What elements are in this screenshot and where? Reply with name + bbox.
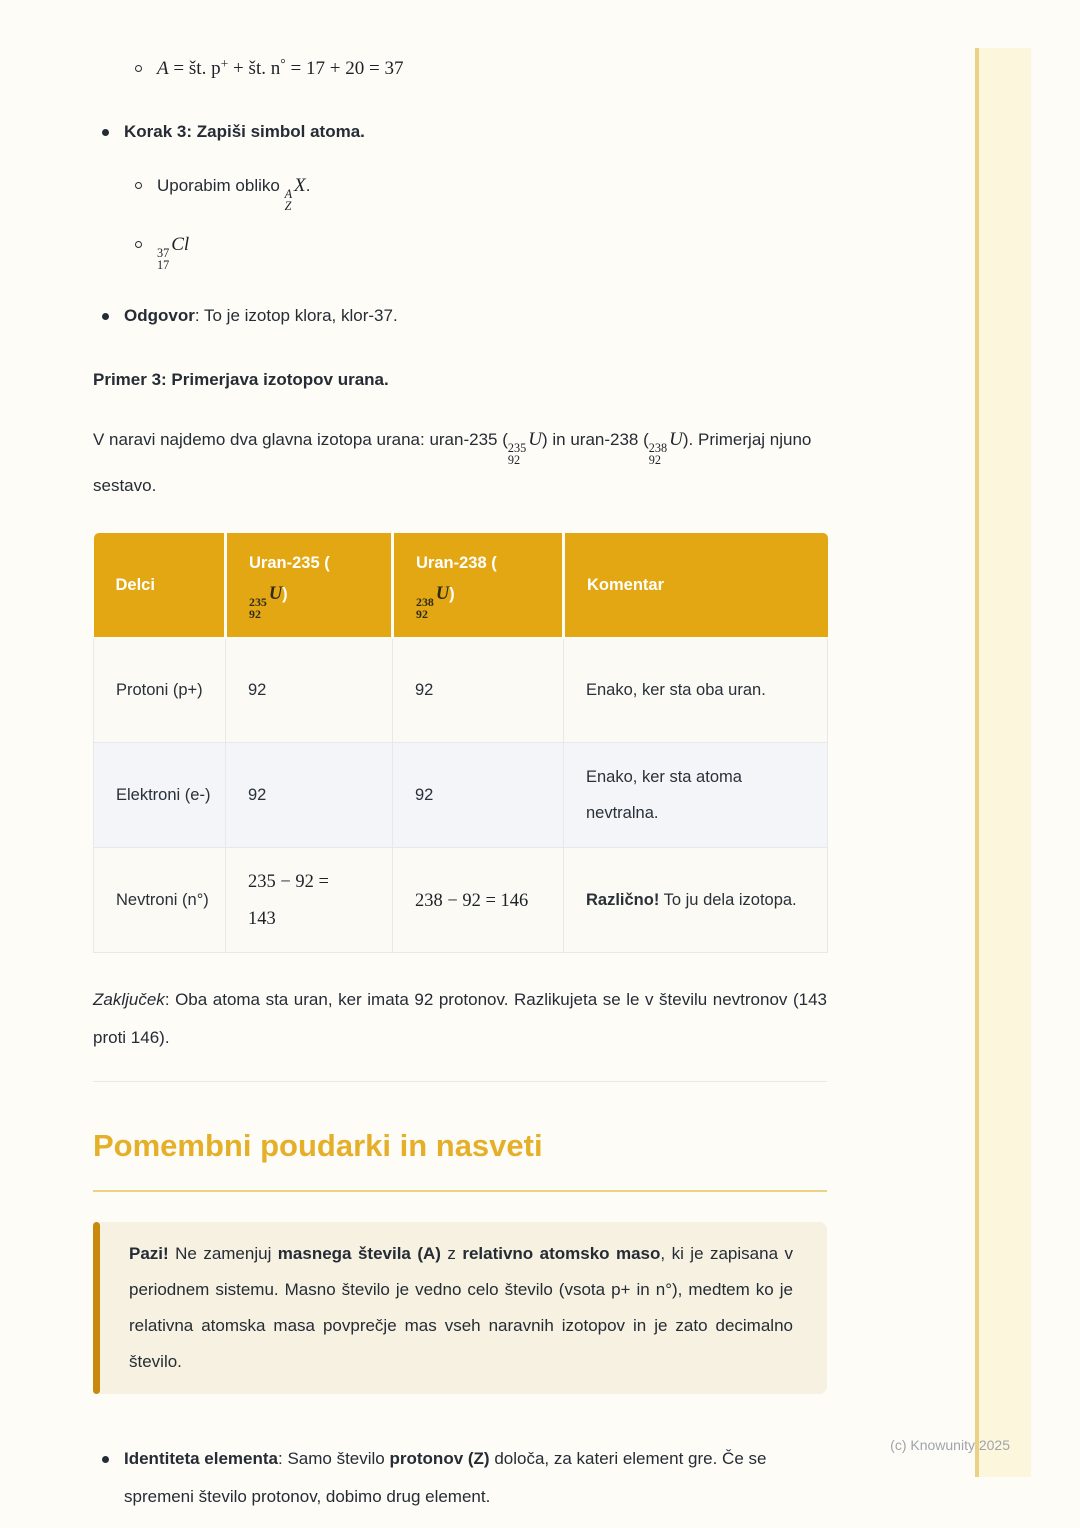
cell-particle: Nevtroni (n°) (94, 848, 226, 953)
list-item-uporabim (93, 167, 827, 212)
notation-form-text: Uporabim obliko A Z X. (157, 175, 311, 213)
list-item-formula-a (93, 50, 827, 89)
table-header-komentar: Komentar (564, 533, 828, 638)
cell-value: 92 (226, 743, 393, 848)
cell-particle: Elektroni (e-) (94, 743, 226, 848)
warning-callout (93, 1222, 827, 1394)
hollow-bullet-icon (135, 65, 142, 72)
table-header-uran238: Uran-238 ( 238 92 U) (393, 533, 564, 638)
bookmark-stripe (975, 48, 1031, 1477)
table-header-uran235: Uran-235 ( 235 92 U) (226, 533, 393, 638)
cell-comment: Različno! To ju dela izotopa. (564, 848, 828, 953)
isotope-comparison-table (93, 533, 828, 954)
table-row-nevtroni (94, 848, 828, 953)
table-row-protoni (94, 638, 828, 743)
heading-underline (93, 1190, 827, 1192)
example3-heading: Primer 3: Primerjava izotopov urana. (93, 370, 389, 390)
cell-value: 92 (226, 638, 393, 743)
cell-value: 235 − 92 = 143 (226, 848, 393, 953)
bullet-dot-icon (102, 313, 109, 320)
conclusion-paragraph: Zaključek: Oba atoma sta uran, ker imata 92 protonov. Razlikujeta se le v številu nevtronov (143 proti 146). (93, 990, 827, 1048)
answer-text: Odgovor: To je izotop klora, klor-37. (124, 306, 398, 326)
list-item-identiteta (93, 1440, 827, 1516)
cell-comment: Enako, ker sta oba uran. (564, 638, 828, 743)
bullet-dot-icon (102, 1456, 109, 1463)
table-header-delci: Delci (94, 533, 226, 638)
intro-paragraph: V naravi najdemo dva glavna izotopa urana: uran-235 ( 235 92 U) in uran-238 ( 238 92 U). Primerjaj njuno sestavo. (93, 429, 812, 495)
list-item-odgovor (93, 297, 827, 335)
formula-mass-number: A = št. p+ + št. n° = 17 + 20 = 37 (157, 55, 404, 79)
document-content (93, 0, 827, 1516)
table-header-row (94, 533, 828, 638)
cell-value: 92 (393, 638, 564, 743)
warning-text: Pazi! Ne zamenjuj masnega števila (A) z relativno atomsko maso, ki je zapisana v periodnem sistemu. Masno število je vedno celo število (vsota p+ in n°), medtem ko je relativna atomska masa povprečje mas vseh naravnih izotopov in je zato decimalno število. (129, 1244, 793, 1372)
cell-value: 92 (393, 743, 564, 848)
cell-comment: Enako, ker sta atoma nevtralna. (564, 743, 828, 848)
element-identity-text: Identiteta elementa: Samo število protonov (Z) določa, za kateri element gre. Če se spremeni število protonov, dobimo drug element. (124, 1449, 767, 1507)
hollow-bullet-icon (135, 241, 142, 248)
cell-particle: Protoni (p+) (94, 638, 226, 743)
list-item-cl-symbol (93, 226, 827, 271)
cell-value: 238 − 92 = 146 (393, 848, 564, 953)
hollow-bullet-icon (135, 182, 142, 189)
step-heading: Korak 3: Zapiši simbol atoma. (124, 122, 365, 141)
section-divider (93, 1081, 827, 1082)
chlorine-isotope-symbol: 37 17 Cl (157, 234, 190, 273)
list-item-korak3 (93, 113, 827, 151)
copyright-footer: (c) Knowunity 2025 (890, 1437, 1010, 1453)
bullet-dot-icon (102, 129, 109, 136)
table-row-elektroni (94, 743, 828, 848)
section-heading: Pomembni poudarki in nasveti (93, 1128, 543, 1164)
